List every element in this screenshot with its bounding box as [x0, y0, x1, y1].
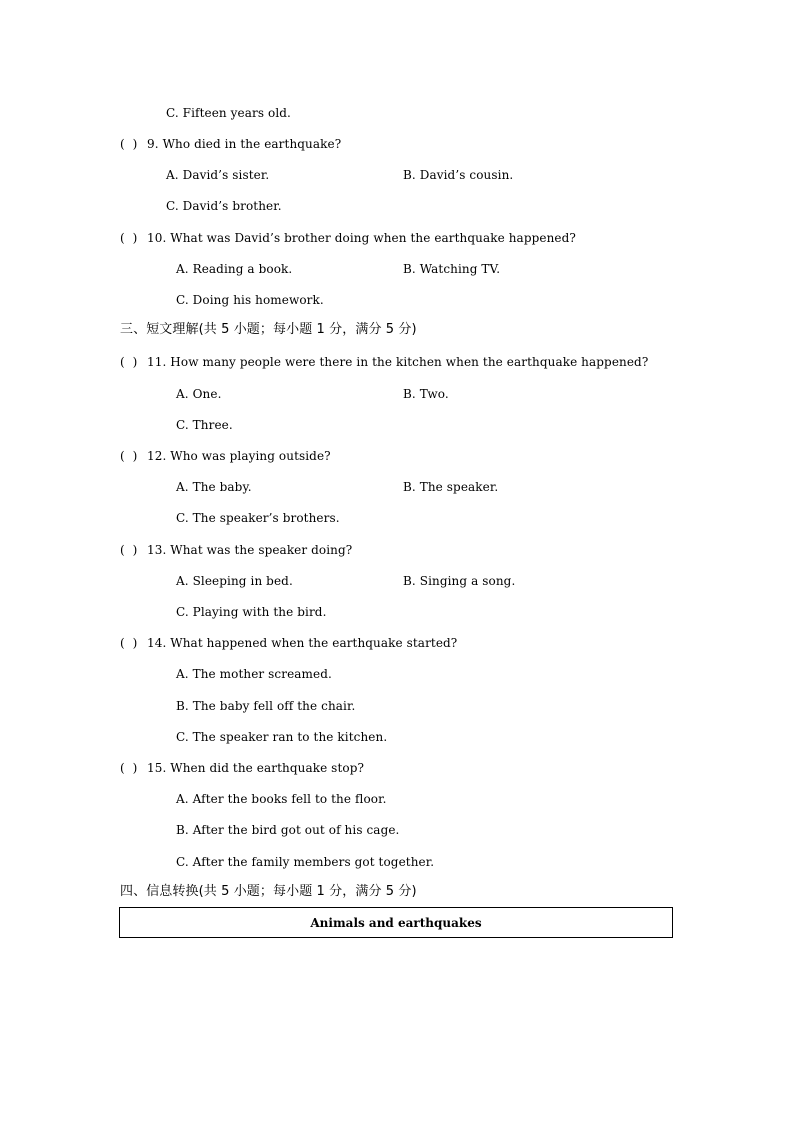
q13-option-a: A. Sleeping in bed.: [176, 574, 293, 588]
q10-option-a: A. Reading a book.: [176, 262, 293, 276]
q11-option-a: A. One.: [176, 387, 222, 401]
q15-option-c: C. After the family members got together.: [176, 855, 435, 869]
q15-option-a: A. After the books fell to the floor.: [176, 792, 387, 806]
q12-option-a: A. The baby.: [176, 480, 252, 494]
q12-question: 12. Who was playing outside?: [147, 449, 331, 463]
q13-question: 13. What was the speaker doing?: [147, 543, 353, 557]
q14-option-c: C. The speaker ran to the kitchen.: [176, 730, 388, 744]
answer-blank[interactable]: ( ): [120, 636, 138, 650]
q12-option-b: B. The speaker.: [403, 480, 499, 494]
q15-option-b: B. After the bird got out of his cage.: [176, 823, 400, 837]
q8-option-c: C. Fifteen years old.: [166, 106, 291, 120]
q10-option-c: C. Doing his homework.: [176, 293, 324, 307]
q9-option-a: A. David’s sister.: [166, 168, 270, 182]
q12-option-c: C. The speaker’s brothers.: [176, 511, 340, 525]
q15-question-line: [120, 761, 364, 775]
q10-question: 10. What was David’s brother doing when the earthquake happened?: [147, 231, 576, 245]
q10-question-line: [120, 231, 576, 245]
q15-question: 15. When did the earthquake stop?: [147, 761, 365, 775]
q9-option-c: C. David’s brother.: [166, 199, 282, 213]
q11-option-b: B. Two.: [403, 387, 449, 401]
q14-option-b: B. The baby fell off the chair.: [176, 699, 356, 713]
section-4-heading: 四、信息转换(共 5 小题；每小题 1 分，满分 5 分): [120, 884, 417, 899]
q12-question-line: [120, 449, 331, 463]
answer-blank[interactable]: ( ): [120, 761, 138, 775]
q11-option-c: C. Three.: [176, 418, 233, 432]
q11-question-line: [120, 355, 648, 369]
q9-question-line: [120, 137, 341, 151]
answer-blank[interactable]: ( ): [120, 137, 138, 151]
q14-question: 14. What happened when the earthquake started?: [147, 636, 458, 650]
answer-blank[interactable]: ( ): [120, 231, 138, 245]
q11-question: 11. How many people were there in the kitchen when the earthquake happened?: [147, 355, 649, 369]
info-table: [119, 907, 673, 938]
answer-blank[interactable]: ( ): [120, 355, 138, 369]
section-3-heading: 三、短文理解(共 5 小题；每小题 1 分，满分 5 分): [120, 322, 417, 337]
answer-blank[interactable]: ( ): [120, 449, 138, 463]
q14-question-line: [120, 636, 457, 650]
q13-question-line: [120, 543, 352, 557]
q9-option-b: B. David’s cousin.: [403, 168, 514, 182]
table-title: Animals and earthquakes: [310, 915, 482, 930]
q13-option-c: C. Playing with the bird.: [176, 605, 327, 619]
answer-blank[interactable]: ( ): [120, 543, 138, 557]
q10-option-b: B. Watching TV.: [403, 262, 501, 276]
q9-question: 9. Who died in the earthquake?: [147, 137, 342, 151]
q14-option-a: A. The mother screamed.: [176, 667, 332, 681]
q13-option-b: B. Singing a song.: [403, 574, 516, 588]
